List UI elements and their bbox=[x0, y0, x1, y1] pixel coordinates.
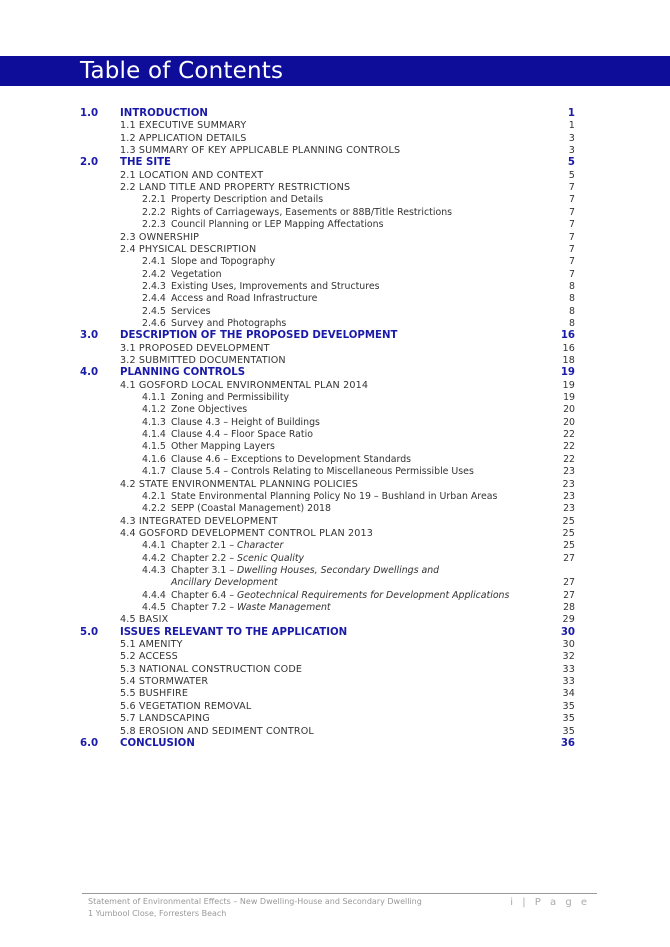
toc-entry[interactable] bbox=[0, 318, 670, 331]
toc-entry[interactable] bbox=[0, 651, 670, 664]
subsubsection-title-text: Property Description and Details bbox=[171, 194, 324, 206]
page-number: 33 bbox=[562, 676, 575, 688]
page-number: 19 bbox=[560, 367, 575, 379]
subsection-title: 5.1 AMENITY bbox=[120, 639, 183, 651]
subsubsection-number: 2.4.5 bbox=[142, 305, 166, 317]
page-number: 29 bbox=[562, 614, 575, 626]
subsubsection-title bbox=[171, 503, 331, 514]
toc-entry[interactable] bbox=[0, 466, 670, 479]
page-number: 1 bbox=[568, 120, 575, 132]
toc-entry[interactable] bbox=[0, 479, 670, 492]
subsubsection-number: 2.4.1 bbox=[142, 256, 166, 268]
footer-divider bbox=[82, 893, 597, 894]
page-number: 32 bbox=[562, 651, 575, 663]
subsubsection-title bbox=[171, 466, 474, 477]
toc-entry[interactable] bbox=[0, 713, 670, 726]
subsubsection-title-text: Clause 5.4 – Controls Relating to Miscellaneous Permissible Uses bbox=[171, 466, 474, 478]
toc-entry[interactable] bbox=[0, 108, 670, 121]
toc-entry[interactable] bbox=[0, 133, 670, 146]
subsubsection-number: 4.1.4 bbox=[142, 429, 166, 441]
toc-entry[interactable] bbox=[0, 355, 670, 368]
subsubsection-number: 2.4.2 bbox=[142, 268, 166, 280]
subsubsection-title-text: Survey and Photographs bbox=[171, 317, 287, 329]
subsubsection-title-text: Clause 4.6 – Exceptions to Development Standards bbox=[171, 453, 412, 465]
page-number: 35 bbox=[562, 700, 575, 712]
subsection-title: 4.2 STATE ENVIRONMENTAL PLANNING POLICIES bbox=[120, 478, 359, 490]
toc-entry[interactable] bbox=[0, 256, 670, 269]
subsubsection-title bbox=[171, 281, 380, 292]
page-number: 18 bbox=[562, 355, 575, 366]
page-number: 23 bbox=[563, 466, 575, 478]
subsubsection-title-continued: Ancillary Development bbox=[171, 577, 278, 589]
page-number: 25 bbox=[562, 527, 575, 539]
subsection-title: 5.4 STORMWATER bbox=[120, 676, 209, 688]
toc-entry[interactable] bbox=[0, 516, 670, 529]
subsubsection-title bbox=[171, 441, 275, 452]
toc-entry[interactable] bbox=[0, 590, 670, 603]
subsubsection-title bbox=[171, 269, 222, 280]
subsubsection-title-text: Access and Road Infrastructure bbox=[171, 293, 318, 305]
subsubsection-number: 4.2.1 bbox=[142, 490, 166, 502]
toc-entry[interactable] bbox=[0, 157, 670, 170]
subsubsection-title-text: Chapter 2.2 – bbox=[171, 552, 238, 564]
page-number: 16 bbox=[562, 342, 575, 354]
subsection-title: 5.5 BUSHFIRE bbox=[120, 688, 189, 700]
subsubsection-title-text: Zoning and Permissibility bbox=[171, 392, 290, 404]
subsection-title: 3.1 PROPOSED DEVELOPMENT bbox=[120, 342, 270, 354]
section-title: THE SITE bbox=[120, 157, 172, 169]
subsection-title: 2.1 LOCATION AND CONTEXT bbox=[120, 169, 264, 181]
page-number: 7 bbox=[569, 256, 575, 268]
subsubsection-title bbox=[171, 256, 275, 267]
subsubsection-title bbox=[171, 306, 211, 317]
subsubsection-number: 4.1.1 bbox=[142, 392, 166, 404]
toc-entry[interactable] bbox=[0, 207, 670, 220]
toc-entry[interactable] bbox=[0, 454, 670, 467]
toc-entry[interactable] bbox=[0, 726, 670, 739]
section-number: 2.0 bbox=[80, 157, 99, 169]
subsubsection-title bbox=[171, 318, 286, 329]
page-number: 20 bbox=[563, 404, 575, 416]
section-number: 5.0 bbox=[80, 626, 99, 638]
subsubsection-number: 4.4.1 bbox=[142, 540, 166, 552]
subsubsection-title bbox=[171, 454, 411, 465]
toc-entry[interactable] bbox=[0, 540, 670, 553]
subsubsection-number: 4.1.5 bbox=[142, 441, 166, 453]
toc-entry[interactable] bbox=[0, 577, 670, 590]
page-number: 3 bbox=[568, 145, 575, 157]
subsection-title: 2.3 OWNERSHIP bbox=[120, 231, 200, 243]
page-title: Table of Contents bbox=[80, 58, 284, 84]
toc-entry[interactable] bbox=[0, 701, 670, 714]
page-number: 30 bbox=[562, 639, 575, 651]
subsubsection-title-text: Chapter 3.1 – bbox=[171, 564, 238, 576]
toc-entry[interactable] bbox=[0, 503, 670, 516]
page-number: 3 bbox=[568, 132, 575, 144]
page-number: 7 bbox=[569, 194, 575, 206]
page-number: 8 bbox=[569, 293, 575, 305]
page-number: 23 bbox=[563, 503, 575, 515]
toc-entry[interactable] bbox=[0, 565, 670, 578]
page-number: 7 bbox=[568, 243, 575, 255]
subsubsection-title-text: Chapter 7.2 – bbox=[171, 602, 238, 613]
toc-entry[interactable] bbox=[0, 269, 670, 282]
toc-entry[interactable] bbox=[0, 232, 670, 245]
page-number: 34 bbox=[562, 688, 575, 700]
section-number: 1.0 bbox=[80, 108, 99, 119]
page-number: 35 bbox=[562, 725, 575, 737]
page-number: 23 bbox=[562, 478, 575, 490]
page-number: 1 bbox=[567, 108, 575, 119]
toc-entry[interactable] bbox=[0, 738, 670, 751]
page-number: 22 bbox=[563, 429, 575, 441]
subsubsection-title-italic: Waste Management bbox=[237, 602, 331, 613]
section-number: 4.0 bbox=[80, 367, 99, 379]
toc-entry[interactable] bbox=[0, 244, 670, 257]
page-number: 19 bbox=[563, 392, 575, 404]
page-number: 23 bbox=[563, 490, 575, 502]
subsubsection-title-text: Existing Uses, Improvements and Structures bbox=[171, 280, 380, 292]
subsection-title: 4.1 GOSFORD LOCAL ENVIRONMENTAL PLAN 2014 bbox=[120, 379, 369, 391]
subsubsection-number: 4.4.4 bbox=[142, 589, 166, 601]
toc-entry[interactable] bbox=[0, 676, 670, 689]
page-number: 16 bbox=[560, 330, 575, 342]
toc-entry[interactable] bbox=[0, 491, 670, 504]
page-number: 35 bbox=[562, 713, 575, 725]
subsubsection-title-text: SEPP (Coastal Management) 2018 bbox=[171, 503, 331, 515]
subsubsection-title-text: Rights of Carriageways, Easements or 88B/Title Restrictions bbox=[171, 206, 453, 218]
toc-entry[interactable] bbox=[0, 528, 670, 541]
subsection-title: 1.3 SUMMARY OF KEY APPLICABLE PLANNING CONTROLS bbox=[120, 145, 401, 157]
page-number: 7 bbox=[568, 231, 575, 243]
page-number: 20 bbox=[563, 416, 575, 428]
toc-entry[interactable] bbox=[0, 281, 670, 294]
toc-entry[interactable] bbox=[0, 602, 670, 615]
page-number: 5 bbox=[568, 169, 575, 181]
subsection-title: 2.4 PHYSICAL DESCRIPTION bbox=[120, 243, 257, 255]
page-number: 22 bbox=[563, 441, 575, 453]
subsubsection-title bbox=[171, 429, 313, 440]
subsection-title: 4.3 INTEGRATED DEVELOPMENT bbox=[120, 515, 278, 527]
toc-entry[interactable] bbox=[0, 429, 670, 442]
footer-address: 1 Yumbool Close, Forresters Beach bbox=[88, 909, 227, 918]
toc-entry[interactable] bbox=[0, 417, 670, 430]
footer-document-title: Statement of Environmental Effects – New Dwelling-House and Secondary Dwelling bbox=[88, 897, 422, 906]
toc-entry[interactable] bbox=[0, 688, 670, 701]
page-number: 25 bbox=[562, 515, 575, 527]
subsubsection-title-text: Other Mapping Layers bbox=[171, 441, 275, 453]
page-number: 25 bbox=[563, 540, 575, 552]
subsubsection-number: 4.4.5 bbox=[142, 602, 166, 613]
subsubsection-title-text: Services bbox=[171, 305, 211, 317]
subsection-title: 4.4 GOSFORD DEVELOPMENT CONTROL PLAN 2013 bbox=[120, 527, 373, 539]
page-number: 5 bbox=[567, 157, 575, 169]
toc-entry[interactable] bbox=[0, 441, 670, 454]
toc-entry[interactable] bbox=[0, 343, 670, 356]
subsubsection-title-text: Chapter 6.4 – bbox=[171, 589, 238, 601]
toc-entry[interactable] bbox=[0, 170, 670, 183]
subsubsection-title-italic: Geotechnical Requirements for Development Applications bbox=[237, 589, 510, 601]
subsection-title: 1.1 EXECUTIVE SUMMARY bbox=[120, 120, 247, 132]
subsubsection-number: 4.4.2 bbox=[142, 552, 166, 564]
subsubsection-number: 4.1.6 bbox=[142, 453, 166, 465]
subsubsection-title-italic: Scenic Quality bbox=[237, 552, 305, 564]
subsubsection-title bbox=[171, 553, 304, 564]
toc-entry[interactable] bbox=[0, 392, 670, 405]
page-number: 7 bbox=[569, 206, 575, 218]
subsubsection-number: 2.2.2 bbox=[142, 206, 166, 218]
page-number: 30 bbox=[560, 626, 575, 638]
subsubsection-title bbox=[171, 417, 320, 428]
subsubsection-number: 4.1.7 bbox=[142, 466, 166, 478]
toc-entry[interactable] bbox=[0, 219, 670, 232]
page-number: 22 bbox=[563, 453, 575, 465]
subsubsection-title-text: Vegetation bbox=[171, 268, 222, 280]
toc-entry[interactable] bbox=[0, 293, 670, 306]
footer-page-number: i | P a g e bbox=[510, 897, 590, 908]
toc-entry[interactable] bbox=[0, 639, 670, 652]
subsection-title: 2.2 LAND TITLE AND PROPERTY RESTRICTIONS bbox=[120, 182, 351, 194]
page-number: 8 bbox=[569, 305, 575, 317]
subsection-title: 5.2 ACCESS bbox=[120, 651, 178, 663]
subsubsection-title-text: Slope and Topography bbox=[171, 256, 276, 268]
subsubsection-number: 2.4.3 bbox=[142, 280, 166, 292]
subsubsection-title-italic: Dwelling Houses, Secondary Dwellings and bbox=[237, 564, 440, 576]
toc-entry[interactable] bbox=[0, 330, 670, 343]
page-number: 27 bbox=[563, 577, 575, 589]
subsubsection-number: 2.4.6 bbox=[142, 317, 166, 329]
section-title: INTRODUCTION bbox=[120, 108, 208, 119]
subsubsection-title bbox=[171, 392, 289, 403]
page-number: 7 bbox=[569, 219, 575, 231]
subsubsection-title-text: Clause 4.3 – Height of Buildings bbox=[171, 416, 320, 428]
toc-entry[interactable] bbox=[0, 194, 670, 207]
section-number: 3.0 bbox=[80, 330, 99, 342]
subsubsection-title bbox=[171, 404, 247, 415]
subsubsection-number: 4.4.3 bbox=[142, 564, 166, 576]
page-number: 7 bbox=[568, 182, 575, 194]
subsection-title: 4.5 BASIX bbox=[120, 614, 169, 626]
subsubsection-title bbox=[171, 590, 509, 601]
page-number: 36 bbox=[560, 737, 575, 749]
page-number: 8 bbox=[569, 317, 575, 329]
subsubsection-title-text: Council Planning or LEP Mapping Affectations bbox=[171, 219, 384, 231]
page-number: 8 bbox=[569, 280, 575, 292]
subsection-title: 5.6 VEGETATION REMOVAL bbox=[120, 700, 252, 712]
subsection-title: 3.2 SUBMITTED DOCUMENTATION bbox=[120, 355, 286, 366]
section-title: PLANNING CONTROLS bbox=[120, 367, 246, 379]
section-title: ISSUES RELEVANT TO THE APPLICATION bbox=[120, 626, 348, 638]
page-number: 7 bbox=[569, 268, 575, 280]
toc-entry[interactable] bbox=[0, 182, 670, 195]
page-number: 19 bbox=[562, 379, 575, 391]
subsubsection-number: 2.2.3 bbox=[142, 219, 166, 231]
subsection-title: 5.7 LANDSCAPING bbox=[120, 713, 210, 725]
toc-entry[interactable] bbox=[0, 614, 670, 627]
subsection-title: 5.8 EROSION AND SEDIMENT CONTROL bbox=[120, 725, 314, 737]
subsubsection-title bbox=[171, 194, 323, 205]
page-number: 33 bbox=[562, 663, 575, 675]
toc-entry[interactable] bbox=[0, 120, 670, 133]
subsubsection-number: 4.1.2 bbox=[142, 404, 166, 416]
subsubsection-title-text: Chapter 2.1 – bbox=[171, 540, 238, 552]
subsubsection-title bbox=[171, 602, 331, 613]
toc-entry[interactable] bbox=[0, 627, 670, 640]
subsubsection-title bbox=[171, 219, 384, 230]
toc-entry[interactable] bbox=[0, 380, 670, 393]
title-banner bbox=[0, 56, 670, 86]
toc-entry[interactable] bbox=[0, 553, 670, 566]
page-number: 27 bbox=[563, 552, 575, 564]
toc-entry[interactable] bbox=[0, 367, 670, 380]
page-number: 27 bbox=[563, 589, 575, 601]
subsubsection-title-italic: Character bbox=[237, 540, 284, 552]
section-title: DESCRIPTION OF THE PROPOSED DEVELOPMENT bbox=[120, 330, 398, 342]
subsubsection-number: 2.4.4 bbox=[142, 293, 166, 305]
subsubsection-title bbox=[171, 540, 283, 551]
section-number: 6.0 bbox=[80, 737, 99, 749]
subsubsection-number: 4.2.2 bbox=[142, 503, 166, 515]
page-number: 28 bbox=[563, 602, 575, 613]
subsection-title: 5.3 NATIONAL CONSTRUCTION CODE bbox=[120, 663, 303, 675]
subsubsection-number: 4.1.3 bbox=[142, 416, 166, 428]
subsubsection-number: 2.2.1 bbox=[142, 194, 166, 206]
toc-entry[interactable] bbox=[0, 664, 670, 677]
subsubsection-title bbox=[171, 207, 452, 218]
subsubsection-title-text: State Environmental Planning Policy No 19 – Bushland in Urban Areas bbox=[171, 490, 498, 502]
toc-entry[interactable] bbox=[0, 306, 670, 319]
toc-entry[interactable] bbox=[0, 404, 670, 417]
subsubsection-title bbox=[171, 565, 439, 576]
subsubsection-title bbox=[171, 293, 317, 304]
subsubsection-title bbox=[171, 491, 497, 502]
section-title: CONCLUSION bbox=[120, 737, 195, 749]
subsubsection-title-text: Clause 4.4 – Floor Space Ratio bbox=[171, 429, 313, 441]
subsubsection-title-text: Zone Objectives bbox=[171, 404, 248, 416]
toc-entry[interactable] bbox=[0, 145, 670, 158]
subsection-title: 1.2 APPLICATION DETAILS bbox=[120, 132, 247, 144]
